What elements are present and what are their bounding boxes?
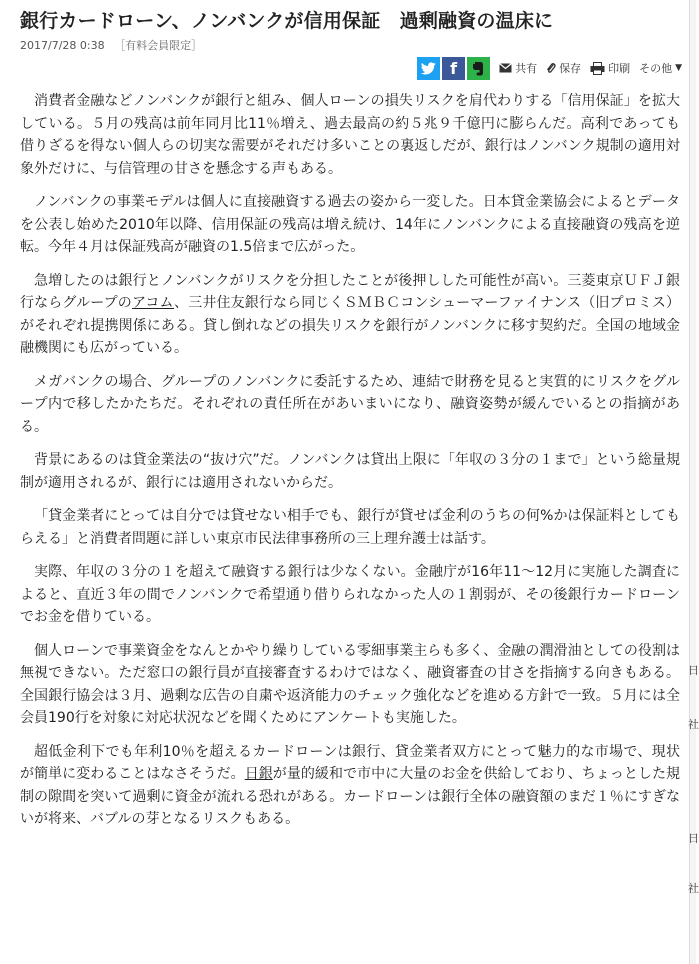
more-menu-button[interactable] [639, 60, 682, 76]
share-label: 共有 [515, 62, 538, 75]
right-column-edge [689, 0, 696, 964]
envelope-icon [499, 63, 512, 73]
paragraph: ノンバンクの事業モデルは個人に直接融資する過去の姿から一変した。日本貸金業協会によるとデータを公表し始めた2010年以降、信用保証の残高は増え続け、14年にノンバンクによる直接融資の残高を逆転。今年４月は保証残高が融資の1.5倍まで広がった。 [20, 194, 680, 255]
member-only-badge: ［有料会員限定］ [114, 39, 203, 52]
paragraph: 超低金利下でも年利10％を超えるカードローンは銀行、貸金業者双方にとって魅力的な市場で、現状が簡単に変わることはなさそうだ。日銀が量的緩和で市中に大量のお金を供給しており、ちょっとした規制の隙間を突いて過剰に資金が流れる恐れがある。カードローンは銀行全体の融資額のまだ１％にすぎないが将来、バブルの芽となるリスクもある。 [20, 743, 681, 827]
facebook-f-icon: f [450, 58, 458, 78]
publish-date: 2017/7/28 0:38 [20, 39, 105, 52]
share-toolbar [415, 56, 682, 80]
article-body [20, 90, 680, 842]
paragraph: 急増したのは銀行とノンバンクがリスクを分担したことが後押しした可能性が高い。三菱東京ＵＦＪ銀行ならグループのアコム、三井住友銀行なら同じくＳＭＢＣコンシューマーファイナンス（旧プロミス）がそれぞれ提携関係にある。貸し倒れなどの損失リスクを銀行がノンバンクに移す契約だ。全国の地域金融機関にも広がっている。 [20, 272, 680, 356]
save-button[interactable] [546, 60, 581, 76]
acom-company-link[interactable]: アコム [131, 295, 175, 311]
paragraph: 「貸金業者にとっては自分では貸せない相手でも、銀行が貸せば金利のうちの何%かは保証料としてもらえる」と消費者問題に詳しい東京市民法律事務所の三上理弁護士は話す。 [20, 508, 680, 547]
article-title: 銀行カードローン、ノンバンクが信用保証 過剰融資の温床に [20, 10, 554, 32]
paperclip-icon [546, 62, 556, 75]
sidebar-fragment: 日 [688, 664, 699, 677]
more-label: その他 [639, 62, 673, 75]
sidebar-fragment: 日 [688, 832, 699, 845]
paragraph: 個人ローンで事業資金をなんとかやり繰りしている零細事業主らも多く、金融の潤滑油としての役割は無視できない。ただ窓口の銀行員が直接審査するわけではなく、融資審査の甘さを指摘する向きもある。全国銀行協会は３月、過剰な広告の自粛や返済能力のチェック強化などを進める方針で一致。５月には全会員190行を対象に対応状況などを聞くためにアンケートも実施した。 [20, 642, 680, 726]
print-button[interactable] [590, 60, 630, 76]
paragraph: 背景にあるのは貸金業法の“抜け穴”だ。ノンバンクは貸出上限に「年収の３分の１まで」という総量規制が適用されるが、銀行には適用されないからだ。 [20, 452, 680, 491]
paragraph: メガバンクの場合、グループのノンバンクに委託するため、連結で財務を見ると実質的にリスクをグループ内で移したかたちだ。それぞれの責任所在があいまいになり、融資姿勢が緩んでいるとの指摘がある。 [20, 373, 680, 435]
boj-link[interactable]: 日銀 [244, 766, 273, 782]
twitter-share-button[interactable] [417, 57, 440, 80]
paragraph: 消費者金融などノンバンクが銀行と組み、個人ローンの損失リスクを肩代わりする「信用保証」を拡大している。５月の残高は前年同月比11％増え、過去最高の約５兆９千億円に膨らんだ。高利であっても借りざるを得ない個人らの切実な需要がそれだけ多いことの裏返しだが、銀行はノンバンク規制の適用対象外だけに、与信管理の甘さを懸念する声もある。 [20, 93, 680, 177]
sidebar-fragment: 社 [688, 718, 699, 731]
print-label: 印刷 [608, 62, 631, 75]
printer-icon [590, 62, 605, 75]
sidebar-fragment: 社 [688, 882, 699, 895]
twitter-bird-icon [421, 62, 436, 75]
caret-down-icon: ▼ [675, 63, 682, 73]
share-button[interactable] [499, 60, 537, 76]
facebook-share-button[interactable] [442, 57, 465, 80]
article-meta [20, 37, 202, 53]
paragraph: 実際、年収の３分の１を超えて融資する銀行は少なくない。金融庁が16年11～12月に実施した調査によると、直近３年の間でノンバンクで希望通り借りられなかった人の１割弱が、その後銀行カードローンでお金を借りている。 [20, 564, 680, 625]
evernote-elephant-icon [472, 61, 485, 76]
evernote-share-button[interactable] [467, 57, 490, 80]
save-label: 保存 [559, 62, 582, 75]
